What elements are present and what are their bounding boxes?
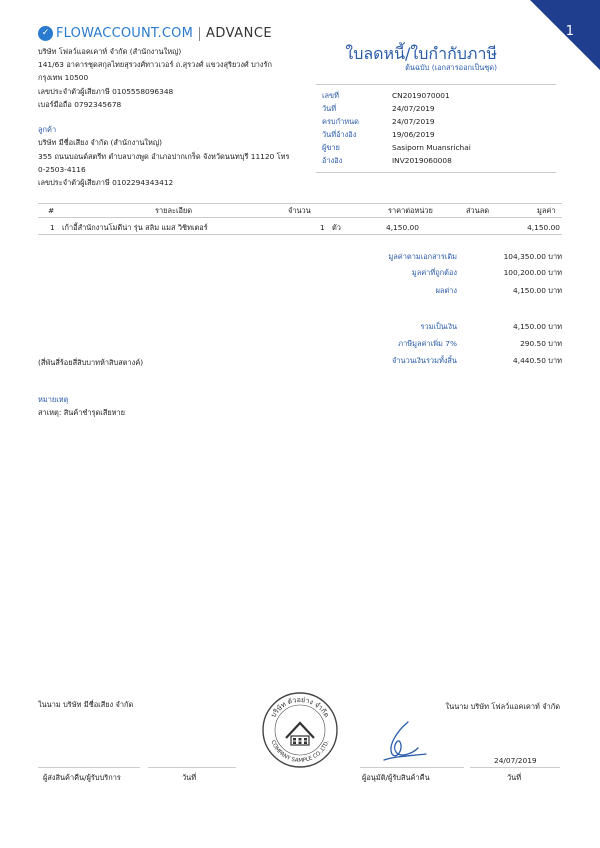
amount-in-words: (สี่พันสี่ร้อยสี่สิบบาทห้าสิบสตางค์) xyxy=(38,358,144,367)
meta-label: วันที่อ้างอิง xyxy=(322,130,357,139)
row-amount: 4,150.00 xyxy=(527,223,560,232)
brand-edition: ADVANCE xyxy=(205,26,273,41)
meta-row-reference xyxy=(322,155,562,167)
summary-label: มูลค่าตามเอกสารเดิม xyxy=(388,252,457,261)
table-border-bottom xyxy=(38,234,562,235)
meta-row-seller xyxy=(322,142,562,154)
meta-row-date xyxy=(322,103,562,115)
table-header-discount: ส่วนลด xyxy=(466,206,490,215)
summary-vat xyxy=(330,338,562,350)
meta-row-number xyxy=(322,90,562,102)
table-border-top xyxy=(38,203,562,204)
meta-value: 24/07/2019 xyxy=(392,117,435,126)
summary-value: 4,150.00 บาท xyxy=(513,286,562,295)
right-signature-date: 24/07/2019 xyxy=(494,756,537,765)
summary-label: ผลต่าง xyxy=(435,286,457,295)
seller-tax-id: เลขประจำตัวผู้เสียภาษี 0105558096348 xyxy=(38,87,174,96)
logo-divider xyxy=(199,27,200,41)
right-signer-line xyxy=(360,767,464,768)
house-icon xyxy=(286,723,314,745)
meta-label: ครบกำหนด xyxy=(322,117,359,126)
row-quantity: 1 xyxy=(320,223,325,232)
left-signer-line xyxy=(38,767,140,768)
row-unit-price: 4,150.00 xyxy=(386,223,419,232)
left-date-label: วันที่ xyxy=(182,773,197,782)
seller-address-2: กรุงเทพ 10500 xyxy=(38,73,89,82)
flowaccount-logo-icon: ✓ xyxy=(38,26,53,41)
summary-subtotal xyxy=(330,321,562,333)
table-border-header xyxy=(38,217,562,218)
document-subtitle: ต้นฉบับ (เอกสารออกเป็นชุด) xyxy=(405,63,497,72)
table-header-no: # xyxy=(48,206,55,215)
summary-label: มูลค่าที่ถูกต้อง xyxy=(411,268,457,277)
meta-label: วันที่ xyxy=(322,104,337,113)
table-header-quantity: จำนวน xyxy=(288,206,311,215)
row-no: 1 xyxy=(50,223,55,232)
meta-value: 24/07/2019 xyxy=(392,104,435,113)
summary-label: จำนวนเงินรวมทั้งสิ้น xyxy=(392,356,457,365)
row-description: เก้าอี้สำนักงานโมดีน่า รุ่น สลิม แมส วิชิทเตอร์ xyxy=(62,223,208,232)
customer-heading: ลูกค้า xyxy=(38,125,57,134)
customer-tax-id: เลขประจำตัวผู้เสียภาษี 0102294343412 xyxy=(38,178,174,187)
customer-address-2: 0-2503-4116 xyxy=(38,165,86,174)
right-date-line xyxy=(470,767,560,768)
stamp-text-bottom: COMPANY SAMPLE CO.,LTD. xyxy=(269,739,331,765)
summary-original-value xyxy=(330,251,562,263)
meta-row-ref-date xyxy=(322,129,562,141)
meta-label: เลขที่ xyxy=(322,91,339,100)
table-header-amount: มูลค่า xyxy=(537,206,556,215)
summary-correct-value xyxy=(330,267,562,279)
customer-name: บริษัท มีชื่อเสียง จำกัด (สำนักงานใหญ่) xyxy=(38,138,163,147)
summary-value: 290.50 บาท xyxy=(520,339,562,348)
summary-value: 100,200.00 บาท xyxy=(503,268,562,277)
table-header-description: รายละเอียด xyxy=(155,206,193,215)
customer-address-1: 355 ถนนบอนด์สตรีท ตำบลบางพูด อำเภอปากเกร็ด จังหวัดนนทบุรี 11120 โทร xyxy=(38,152,290,161)
summary-value: 104,350.00 บาท xyxy=(503,252,562,261)
right-date-label: วันที่ xyxy=(507,773,522,782)
remarks-heading: หมายเหตุ xyxy=(38,395,69,404)
meta-divider-top xyxy=(316,84,556,85)
meta-row-due-date xyxy=(322,116,562,128)
handwritten-signature xyxy=(378,716,430,766)
row-unit: ตัว xyxy=(332,223,341,232)
summary-label: ภาษีมูลค่าเพิ่ม 7% xyxy=(398,339,457,348)
brand-name: FLOWACCOUNT.COM xyxy=(56,26,193,41)
summary-value: 4,440.50 บาท xyxy=(513,356,562,365)
left-date-line xyxy=(148,767,236,768)
document-title: ใบลดหนี้/ใบกำกับภาษี xyxy=(345,44,497,63)
left-signer-role: ผู้ส่งสินค้าคืน/ผู้รับบริการ xyxy=(43,773,121,782)
table-header-unit-price: ราคาต่อหน่วย xyxy=(388,206,433,215)
meta-divider-bottom xyxy=(316,172,556,173)
right-signer-role: ผู้อนุมัติ/ผู้รับสินค้าคืน xyxy=(362,773,430,782)
meta-value: CN2019070001 xyxy=(392,91,450,100)
meta-value: INV2019060008 xyxy=(392,156,452,165)
summary-label: รวมเป็นเงิน xyxy=(420,322,457,331)
left-company-signature-label: ในนาม บริษัท มีชื่อเสียง จำกัด xyxy=(38,700,134,709)
meta-label: ผู้ขาย xyxy=(322,143,340,152)
meta-label: อ้างอิง xyxy=(322,156,343,165)
right-company-signature-label: ในนาม บริษัท โฟลว์แอคเคาท์ จำกัด xyxy=(445,702,560,711)
remarks-text: สาเหตุ: สินค้าชำรุดเสียหาย xyxy=(38,408,126,417)
seller-name: บริษัท โฟลว์แอคเคาท์ จำกัด (สำนักงานใหญ่) xyxy=(38,47,182,56)
page-number: 1 xyxy=(565,24,574,39)
summary-difference xyxy=(330,285,562,297)
company-stamp xyxy=(260,690,340,770)
seller-address-1: 141/63 อาคารชุดสกุลไทยสุรวงศ์ทาวเวอร์ ถ.สุรวงศ์ แขวงสุริยวงศ์ บางรัก xyxy=(38,60,272,69)
seller-phone: เบอร์มือถือ 0792345678 xyxy=(38,100,122,109)
meta-value: Sasiporn Muansrichai xyxy=(392,143,471,152)
meta-value: 19/06/2019 xyxy=(392,130,435,139)
stamp-text-top: บริษัท ตัวอย่าง จำกัด xyxy=(269,695,331,719)
summary-value: 4,150.00 บาท xyxy=(513,322,562,331)
summary-grand-total xyxy=(330,355,562,367)
brand-logo xyxy=(38,26,272,41)
